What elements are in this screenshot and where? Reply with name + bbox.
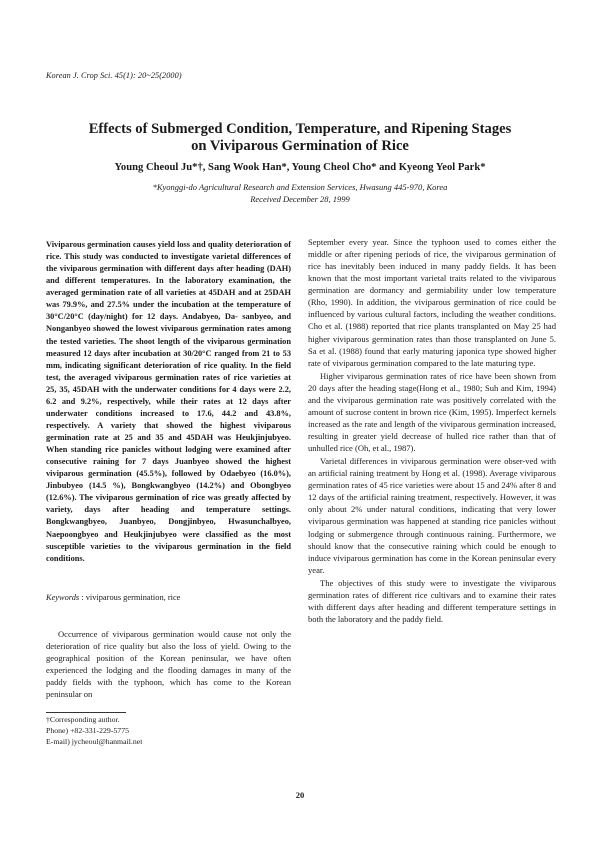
keywords-label: Keywords (46, 593, 80, 602)
footnote-corresponding: †Corresponding author. (46, 715, 120, 724)
journal-citation: Korean J. Crop Sci. 45(1): 20~25(2000) (46, 71, 182, 80)
received-date: Received December 28, 1999 (250, 194, 350, 204)
abstract-text: Viviparous germination causes yield loss and quality deterioration of rice. This study was conducted to investigate varietal differences of the viviparous germination with different days after heading (DAH) and different temperatures. In the laboratory examination, the averaged germination rate of all varieties at 45DAH and at 25DAH was 79.9%, and 27.5% under the incubation at the temperature of 30°C/20°C (day/night) for 12 days. Andabyeo, Da- sanbyeo, and Nonganbyeo showed the lowest viviparous germination rates among the tested varieties. The shoot length of the viviparous germination measured 12 days after incubation at 30/20°C ranged from 21 to 53 mm, indicating significant deterioration of rice quality. In the field test, the averaged viviparous germination rates of rice varieties at 25, 35, 45DAH with the underwater conditions for 4 days were 2.2, 6.2 and 9.2%, respectively, while their rates at 12 days after underwater conditions increased to 17.6, 44.2 and 43.8%, respectively. A variety that showed the highest viviparous germination rate at 25 and 35 and 45DAH was Heukjinjubyeo. When standing rice panicles without lodging were examined after consecutive raining for 7 days Juanbyeo showed the highest viviparous germination (45.5%), followed by Odaebyeo (16.0%), Jinbubyeo (14.5 %), Bongkwangbyeo (14.2%) and Obongbyeo (12.6%). The viviparous germination of rice was greatly affected by variety, days after heading and temperature settings. Bongkwangbyeo, Juanbyeo, Dongjinbyeo, Hwasunchalbyeo, Naepoongbyeo and Heukjinjubyeo were classified as the most susceptible varieties to the viviparous germination in the field conditions. (46, 240, 291, 563)
affiliation-block (40, 181, 560, 205)
affiliation: *Kyonggi-do Agricultural Research and Extension Services, Hwasung 445-970, Korea (152, 182, 448, 192)
right-paragraph-1: September every year. Since the typhoon used to comes either the middle or after ripening periods of rice, the viviparous germination of rice has inevitably been induced in many paddy fields. It has been known that the most important varietal traits related to the viviparous germination are dormancy and germiability under low temperature (Rho, 1990). In addition, the viviparous germination of rice could be influenced by various cultural factors, including the weather conditions. Cho et al. (1988) reported that rice plants transplanted on May 25 had higher viviparous germination rates than those transplanted on June 5. Sa et al. (1988) found that early maturing japonica type showed higher rate of viviparous germination compared to the late maturing type. (308, 237, 556, 368)
abstract (46, 239, 291, 565)
footnote-phone: Phone) +82-331-229-5775 (46, 726, 130, 736)
right-paragraph-3: Varietal differences in viviparous germination were obser-ved with an artificial raining treatment by Hong et al. (1998). Average viviparous germination rates of 45 rice varieties were about 15 and 24% after 8 and 12 days of the artificial raining treatment, respectively. However, it was only about 2% under natural conditions, indicating that very lower viviparous germination was happened at standing rice panicles without lodging or submergence through continuous raining. Furthermore, we should know that the consecutive raining which could be enough to induce viviparous germination has come in the Korean peninsular every year. (308, 456, 556, 575)
right-column (308, 236, 556, 625)
title-line-1: Effects of Submerged Condition, Temperature, and Ripening Stages (88, 121, 512, 137)
introduction-left-column (46, 628, 291, 700)
right-paragraph-2: Higher viviparous germination rates of rice have been shown from 20 days after the heading stage(Hong et al., 1980; Suh and Kim, 1994) and the viviparous germination rate was positively correlated with the amount of sucrose content in brown rice (Kim, 1995). Imperfect kernels increased as the rate and length of the viviparous germination increased, resulting in greater yield decrease of hulled rice rather than that of unhulled rice (Oh, et al., 1987). (308, 370, 556, 454)
page-number: 20 (295, 790, 305, 800)
keywords-text: : viviparous germination, rice (79, 593, 181, 602)
keywords (46, 593, 291, 602)
title-line-2: on Viviparous Germination of Rice (191, 138, 409, 154)
author-list: Young Cheoul Ju*†, Sang Wook Han*, Young Cheol Cho* and Kyeong Yeol Park* (114, 162, 486, 173)
paper-title (40, 121, 560, 155)
footnote (46, 714, 291, 748)
footnote-email: E-mail) jycheoul@hanmail.net (46, 737, 143, 747)
intro-paragraph: Occurrence of viviparous germination would cause not only the deterioration of rice quality but also the loss of yield. Owing to the geographical position of the Korean peninsular, we have often experienced the lodging and the flooding damages in many of the paddy fields with the typhoon, which has come to the Korean peninsular on (46, 629, 291, 700)
right-paragraph-4: The objectives of this study were to investigate the viviparous germination rates of different rice cultivars and to examine their rates with different days after heading and different temperature settings in both the laboratory and the paddy field. (308, 577, 556, 624)
footnote-divider (46, 712, 126, 713)
